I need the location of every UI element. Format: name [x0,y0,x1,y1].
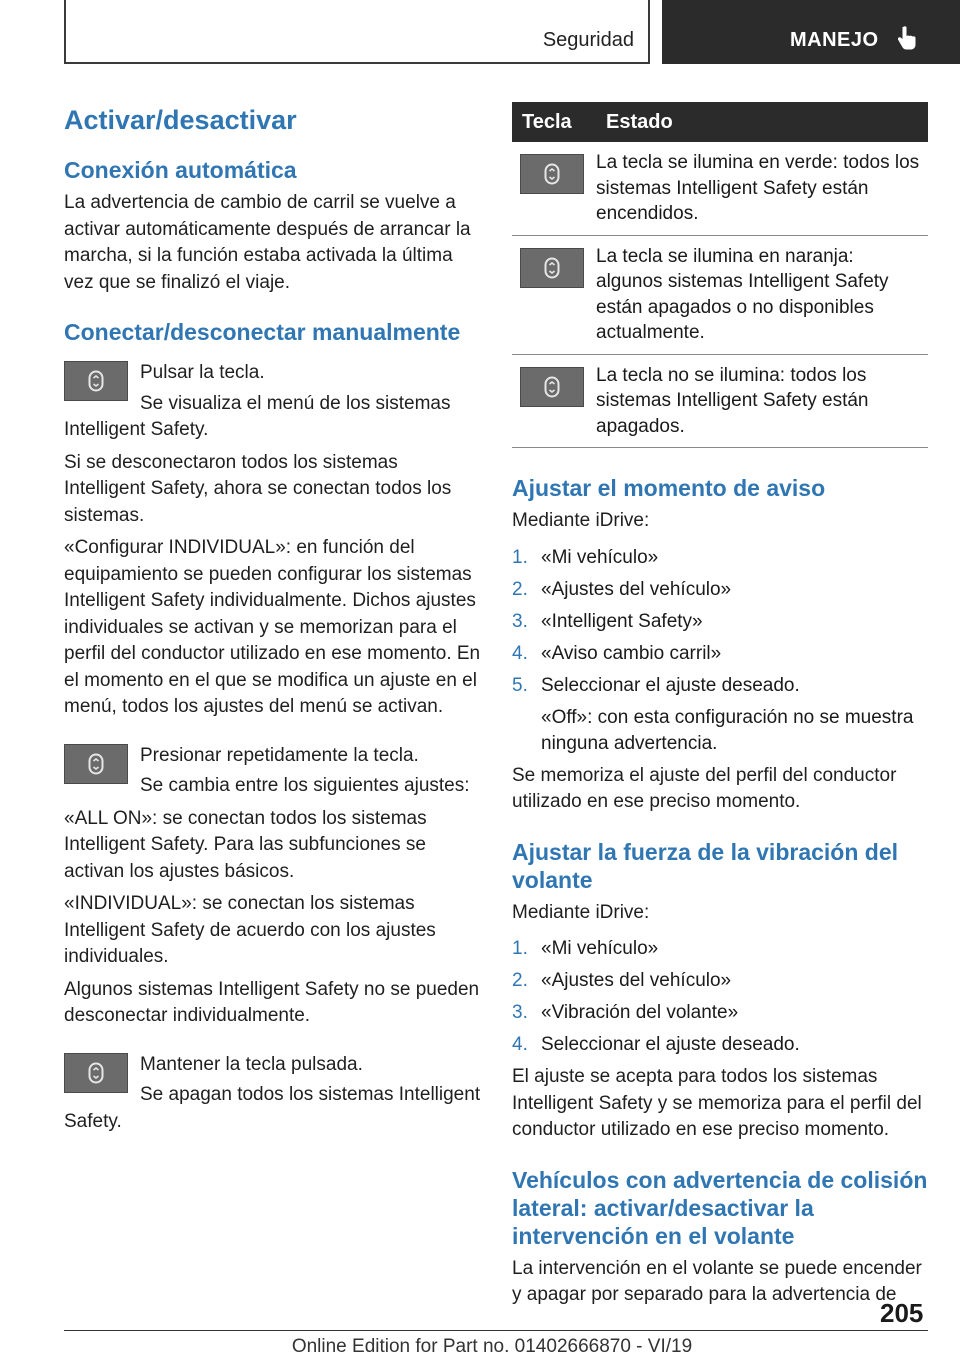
left-column [64,102,484,1135]
step-text: «Vibración del volante» [541,1002,739,1023]
table-row [512,354,928,448]
step-number: 4. [512,642,528,664]
list-item [512,641,928,667]
key-text: Se cambia entre los siguientes ajustes: [140,775,470,796]
paragraph: Mediante iDrive: [512,510,650,531]
key-text: Presionar repetidamente la tecla. [140,744,419,766]
off-note: «Off»: con esta configuración no se muestra ninguna advertencia. [541,706,914,754]
paragraph: Si se desconectaron todos los sistemas Intelligent Safety, ahora se conectan todos los sistemas. [64,451,452,526]
key-instruction-2 [64,743,484,800]
intelligent-safety-key-icon [520,248,584,288]
paragraph: «ALL ON»: se conectan todos los sistemas Intelligent Safety. Para las subfunciones se activan los ajustes básicos. [64,807,427,882]
heading-activar: Activar/desactivar [64,105,297,135]
footer-divider [64,1330,928,1331]
right-column [512,102,928,1309]
step-text: «Mi vehículo» [541,546,659,568]
key-text: Se visualiza el menú de los sistemas Intelligent Safety. [64,392,451,440]
heading-conexion: Conexión automática [64,157,297,183]
step-number: 5. [512,674,528,696]
paragraph: Mediante iDrive: [512,901,650,923]
paragraph: La advertencia de cambio de carril se vuelve a activar automáticamente después de arrancar la marcha, si la función estaba activada la última vez que se finalizó el viaje. [64,192,471,293]
heading-colision-lateral: Vehículos con advertencia de colisión lateral: activar/desactivar la intervención en el volante [512,1166,928,1249]
steps-list-2 [512,936,928,1058]
list-item [512,936,928,962]
intelligent-safety-key-icon [64,744,128,784]
paragraph: La intervención en el volante se puede encender y apagar por separado para la advertencia de [512,1257,922,1305]
chapter-title: MANEJO [790,29,879,51]
header-chapter-tab [662,0,960,64]
pointing-hand-icon [894,24,922,52]
step-text: «Ajustes del vehículo» [541,970,732,991]
list-item [512,577,928,603]
table-cell-state: La tecla se ilumina en verde: todos los sistemas Intelligent Safety están encendidos. [596,142,928,235]
step-number: 2. [512,970,528,991]
step-text: Seleccionar el ajuste deseado. [541,674,800,696]
table-header-state: Estado [596,102,928,142]
intelligent-safety-key-icon [64,1053,128,1093]
list-item [512,545,928,571]
step-number: 4. [512,1034,528,1055]
section-title: Seguridad [542,29,634,51]
steps-list-1 [512,545,928,699]
table-row [512,235,928,354]
paragraph: «INDIVIDUAL»: se conectan los sistemas Intelligent Safety de acuerdo con los ajustes individuales. [64,893,436,967]
step-number: 3. [512,1002,528,1023]
intelligent-safety-key-icon [520,367,584,407]
table-header-key: Tecla [512,102,596,142]
paragraph: El ajuste se acepta para todos los sistemas Intelligent Safety y se memoriza para el perfil del conductor utilizado en ese preciso momento. [512,1066,922,1140]
heading-vibracion: Ajustar la fuerza de la vibración del volante [512,838,899,893]
paragraph: «Configurar INDIVIDUAL»: en función del equipamiento se pueden configurar los sistemas Intelligent Safety individualmente. Dichos ajustes individuales se activan y se memorizan para el perfil del conductor utilizado en ese momento. En el momento en el que se modifica un ajuste en el menú, todos los ajustes del menú se activan. [64,537,481,717]
step-text: «Aviso cambio carril» [541,642,722,664]
table-cell-state: La tecla no se ilumina: todos los sistemas Intelligent Safety están apagados. [596,354,928,448]
page-number: 205 [880,1298,924,1328]
intelligent-safety-key-icon [64,361,128,401]
heading-manual: Conectar/desconectar manualmente [64,319,461,345]
heading-momento-aviso: Ajustar el momento de aviso [512,475,826,501]
key-text: Mantener la tecla pulsada. [140,1053,363,1075]
step-text: «Ajustes del vehículo» [541,578,732,600]
list-item [512,609,928,635]
key-text: Se apagan todos los sistemas Intelligent Safety. [64,1084,481,1132]
step-text: «Mi vehículo» [541,938,659,959]
step-number: 1. [512,546,528,568]
list-item [512,673,928,699]
intelligent-safety-key-icon [520,154,584,194]
paragraph: Algunos sistemas Intelligent Safety no se pueden desconectar individualmente. [64,978,480,1026]
table-cell-state: La tecla se ilumina en naranja: algunos sistemas Intelligent Safety están apagados o no disponibles actualmente. [596,235,928,354]
key-instruction-1 [64,360,484,444]
footer-text: Online Edition for Part no. 01402666870 - VI/19 [291,1336,693,1357]
list-item [512,968,928,994]
list-item [512,1000,928,1026]
step-number: 2. [512,578,528,600]
paragraph: Se memoriza el ajuste del perfil del conductor utilizado en ese preciso momento. [512,764,897,812]
key-instruction-3 [64,1052,484,1136]
step-text: «Intelligent Safety» [541,610,703,632]
list-item [512,1032,928,1058]
key-text: Pulsar la tecla. [140,362,265,383]
header-section-tab [64,0,650,64]
step-number: 3. [512,610,528,632]
table-row [512,142,928,235]
step-text: Seleccionar el ajuste deseado. [541,1034,800,1055]
step-number: 1. [512,938,528,959]
key-status-table [512,102,928,448]
